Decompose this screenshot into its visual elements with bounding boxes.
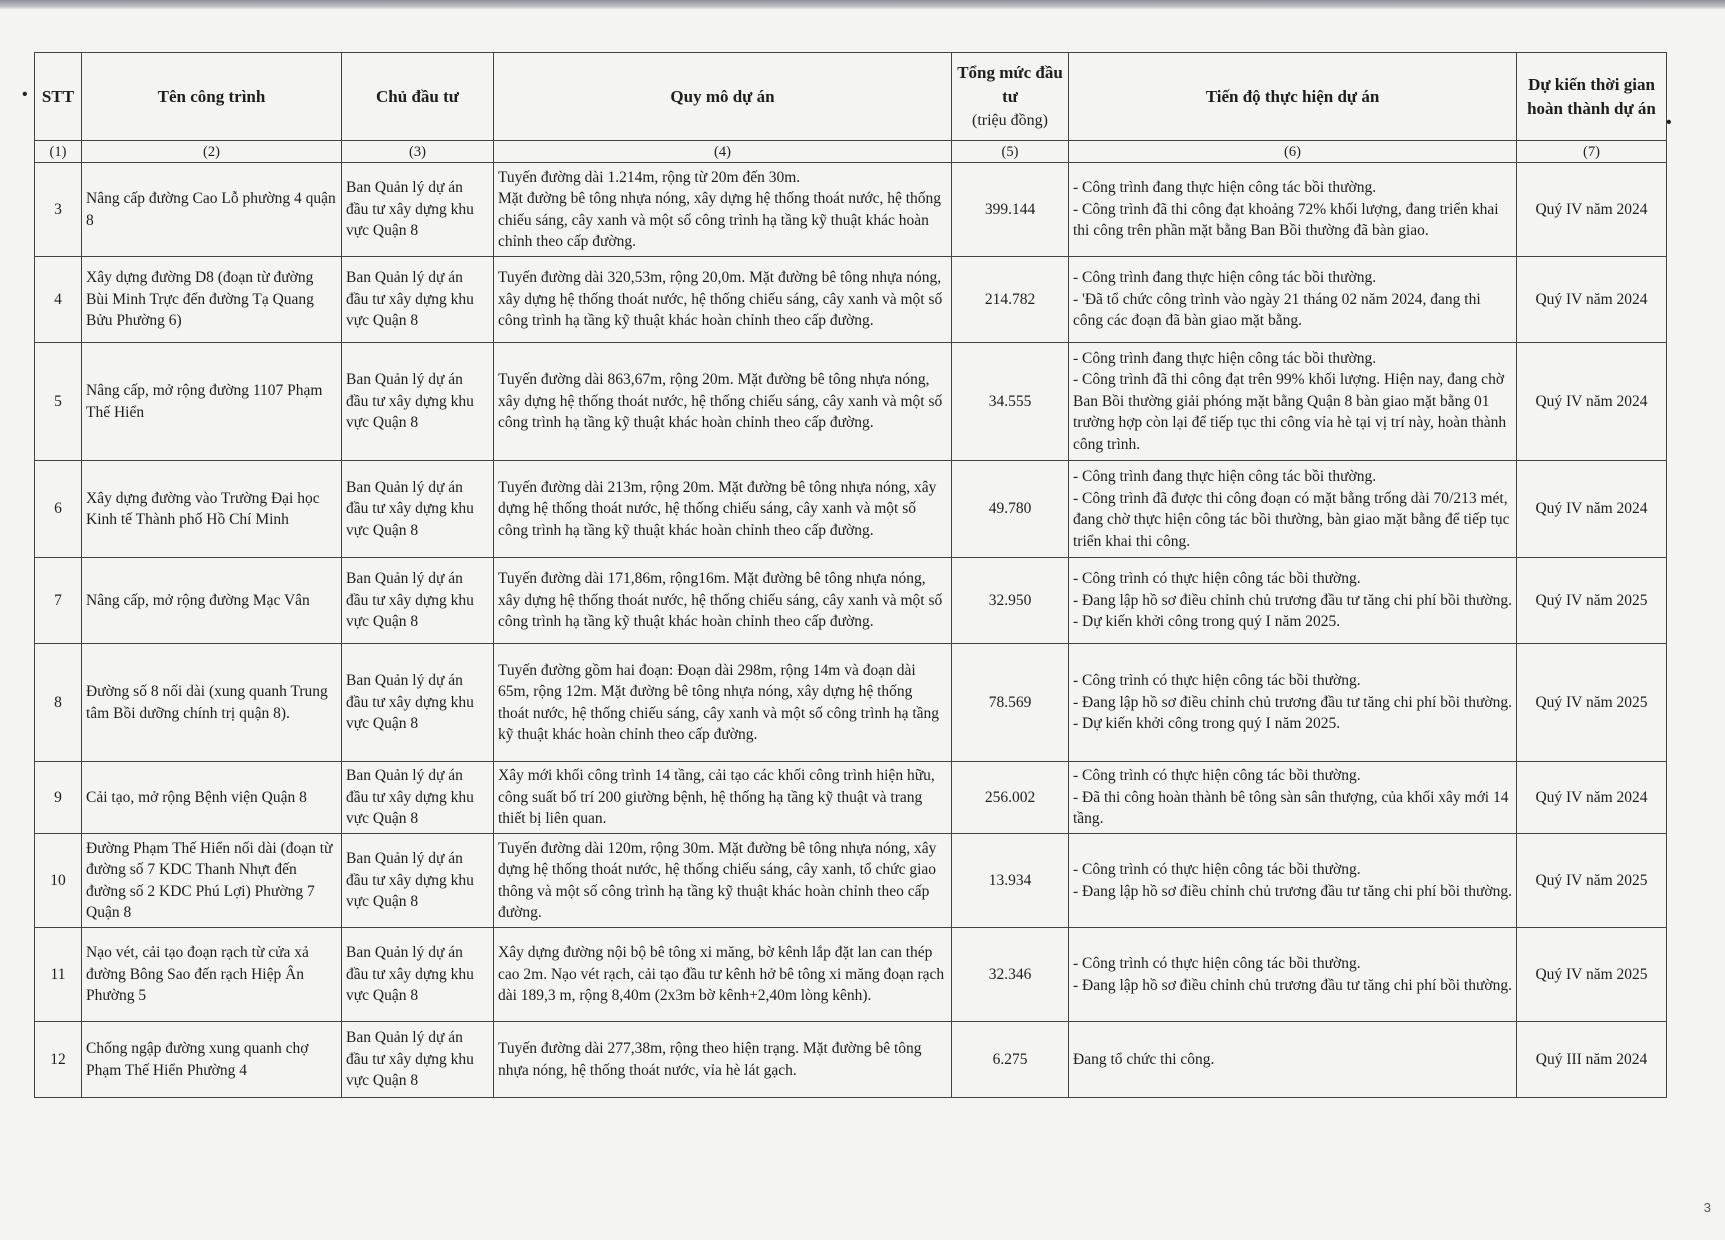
progress-line: - Công trình đã được thi công đoạn có mặt bằng trống dài 70/213 mét, đang chờ thực hiện công tác bồi thường, bàn giao mặt bằng để tiếp tục triển khai thi công. <box>1073 489 1510 550</box>
row-scale <box>494 163 952 257</box>
document-page <box>34 52 1666 1098</box>
row-progress <box>1069 762 1517 834</box>
scale-line: Tuyến đường dài 277,38m, rộng theo hiện trạng. Mặt đường bê tông nhựa nóng, hệ thống thoát nước, vỉa hè lát gạch. <box>498 1040 922 1079</box>
table-body <box>35 163 1667 1098</box>
table-row <box>35 257 1667 343</box>
row-investor: Ban Quản lý dự án đầu tư xây dựng khu vực Quận 8 <box>342 343 494 461</box>
progress-line: - Dự kiến khởi công trong quý I năm 2025. <box>1073 715 1341 733</box>
row-progress <box>1069 163 1517 257</box>
table-row <box>35 928 1667 1022</box>
row-completion: Quý IV năm 2025 <box>1517 644 1667 762</box>
row-total-investment: 399.144 <box>952 163 1069 257</box>
row-scale <box>494 558 952 644</box>
table-header-row <box>35 53 1667 141</box>
scale-line: Tuyến đường dài 120m, rộng 30m. Mặt đường bê tông nhựa nóng, xây dựng hệ thống thoát nước, hệ thống chiếu sáng, cây xanh, tổ chức giao thông và một số công trình hạ tầng kỹ thuật khác hoàn chỉnh theo cấp đường. <box>498 839 937 921</box>
row-scale <box>494 762 952 834</box>
row-scale <box>494 834 952 928</box>
row-progress <box>1069 1022 1517 1098</box>
header-total-investment <box>952 53 1069 141</box>
table-row <box>35 558 1667 644</box>
row-completion: Quý IV năm 2024 <box>1517 461 1667 558</box>
row-total-investment: 32.346 <box>952 928 1069 1022</box>
header-total-investment-label: Tổng mức đầu tư <box>957 62 1063 106</box>
row-total-investment: 13.934 <box>952 834 1069 928</box>
row-total-investment: 49.780 <box>952 461 1069 558</box>
header-stt: STT <box>35 53 82 141</box>
column-number: (3) <box>342 141 494 163</box>
row-progress <box>1069 558 1517 644</box>
row-stt: 12 <box>35 1022 82 1098</box>
row-total-investment: 78.569 <box>952 644 1069 762</box>
scale-line: Tuyến đường gồm hai đoạn: Đoạn dài 298m, rộng 14m và đoạn dài 65m, rộng 12m. Mặt đường bê tông nhựa nóng, xây dựng hệ thống thoát nước, hệ thống chiếu sáng, cây xanh và một số công trình hạ tầng kỹ thuật khác hoàn chỉnh theo cấp đường. <box>498 661 940 743</box>
progress-line: - Công trình đang thực hiện công tác bồi thường. <box>1073 269 1377 287</box>
row-project-name: Nâng cấp, mở rộng đường Mạc Vân <box>82 558 342 644</box>
row-scale <box>494 257 952 343</box>
scale-line: Mặt đường bê tông nhựa nóng, xây dựng hệ thống thoát nước, hệ thống chiếu sáng, cây xanh và một số công trình hạ tầng kỹ thuật khác hoàn chỉnh theo cấp đường. <box>498 190 942 250</box>
row-investor: Ban Quản lý dự án đầu tư xây dựng khu vực Quận 8 <box>342 1022 494 1098</box>
progress-line: - Công trình đã thi công đạt trên 99% khối lượng. Hiện nay, đang chờ Ban Bồi thường giải phóng mặt bằng Quận 8 bàn giao mặt bằng 01 trường hợp còn lại để tiếp tục thi công vỉa hè tại vị trí này, hoàn thành công trình. <box>1073 371 1507 453</box>
progress-line: - Công trình đang thực hiện công tác bồi thường. <box>1073 179 1377 197</box>
scan-dot-mark: • <box>1666 114 1672 131</box>
row-total-investment: 34.555 <box>952 343 1069 461</box>
row-total-investment: 214.782 <box>952 257 1069 343</box>
progress-line: - Công trình có thực hiện công tác bồi thường. <box>1073 570 1361 588</box>
row-investor: Ban Quản lý dự án đầu tư xây dựng khu vực Quận 8 <box>342 461 494 558</box>
row-scale <box>494 644 952 762</box>
row-completion: Quý IV năm 2025 <box>1517 558 1667 644</box>
header-total-investment-unit: (triệu đồng) <box>972 111 1048 129</box>
progress-line: - Công trình có thực hiện công tác bồi thường. <box>1073 955 1361 972</box>
row-scale <box>494 1022 952 1098</box>
row-project-name: Cải tạo, mở rộng Bệnh viện Quận 8 <box>82 762 342 834</box>
row-progress <box>1069 257 1517 343</box>
row-stt: 6 <box>35 461 82 558</box>
row-progress <box>1069 928 1517 1022</box>
progress-line: - 'Đã tổ chức công trình vào ngày 21 tháng 02 năm 2024, đang thi công các đoạn đã bàn giao mặt bằng. <box>1073 290 1481 330</box>
header-scale: Quy mô dự án <box>494 53 952 141</box>
row-completion: Quý III năm 2024 <box>1517 1022 1667 1098</box>
header-investor: Chủ đầu tư <box>342 53 494 141</box>
column-number: (6) <box>1069 141 1517 163</box>
table-row <box>35 834 1667 928</box>
row-completion: Quý IV năm 2024 <box>1517 762 1667 834</box>
row-stt: 11 <box>35 928 82 1022</box>
row-scale <box>494 928 952 1022</box>
row-project-name: Đường số 8 nối dài (xung quanh Trung tâm Bồi dưỡng chính trị quận 8). <box>82 644 342 762</box>
row-project-name: Nâng cấp, mở rộng đường 1107 Phạm Thế Hiển <box>82 343 342 461</box>
scale-line: Xây mới khối công trình 14 tầng, cải tạo các khối công trình hiện hữu, công suất bố trí 200 giường bệnh, hệ thống hạ tầng kỹ thuật và trang thiết bị liên quan. <box>498 767 935 828</box>
progress-line: - Công trình đang thực hiện công tác bồi thường. <box>1073 468 1377 485</box>
row-stt: 8 <box>35 644 82 762</box>
progress-line: - Công trình đang thực hiện công tác bồi thường. <box>1073 349 1377 367</box>
row-completion: Quý IV năm 2024 <box>1517 257 1667 343</box>
table-row <box>35 343 1667 461</box>
scale-line: Tuyến đường dài 213m, rộng 20m. Mặt đường bê tông nhựa nóng, xây dựng hệ thống thoát nước, hệ thống chiếu sáng, cây xanh và một số công trình hạ tầng kỹ thuật khác hoàn chỉnh theo cấp đường. <box>498 478 937 539</box>
row-investor: Ban Quản lý dự án đầu tư xây dựng khu vực Quận 8 <box>342 257 494 343</box>
progress-line: - Công trình đã thi công đạt khoảng 72% khối lượng, đang triển khai thi công trên phần mặt bằng Ban Bồi thường đã bàn giao. <box>1073 200 1499 240</box>
progress-line: - Công trình có thực hiện công tác bồi thường. <box>1073 767 1361 785</box>
progress-line: - Đã thi công hoàn thành bê tông sàn sân thượng, của khối xây mới 14 tầng. <box>1073 788 1509 828</box>
column-number: (4) <box>494 141 952 163</box>
row-total-investment: 256.002 <box>952 762 1069 834</box>
scale-line: Tuyến đường dài 1.214m, rộng từ 20m đến 30m. <box>498 168 801 186</box>
row-project-name: Nạo vét, cải tạo đoạn rạch từ cửa xả đường Bông Sao đến rạch Hiệp Ân Phường 5 <box>82 928 342 1022</box>
row-completion: Quý IV năm 2025 <box>1517 834 1667 928</box>
table-row <box>35 1022 1667 1098</box>
table-row <box>35 644 1667 762</box>
row-investor: Ban Quản lý dự án đầu tư xây dựng khu vực Quận 8 <box>342 644 494 762</box>
row-completion: Quý IV năm 2024 <box>1517 343 1667 461</box>
column-number: (2) <box>82 141 342 163</box>
row-completion: Quý IV năm 2025 <box>1517 928 1667 1022</box>
row-stt: 10 <box>35 834 82 928</box>
header-completion: Dự kiến thời gian hoàn thành dự án <box>1517 53 1667 141</box>
row-progress <box>1069 644 1517 762</box>
row-stt: 7 <box>35 558 82 644</box>
column-number: (7) <box>1517 141 1667 163</box>
row-completion: Quý IV năm 2024 <box>1517 163 1667 257</box>
progress-line: - Đang lập hồ sơ điều chỉnh chủ trương đầu tư tăng chi phí bồi thường. <box>1073 882 1512 900</box>
progress-line: - Đang lập hồ sơ điều chỉnh chủ trương đầu tư tăng chi phí bồi thường. <box>1073 693 1512 711</box>
row-project-name: Chống ngập đường xung quanh chợ Phạm Thế Hiển Phường 4 <box>82 1022 342 1098</box>
progress-line: Đang tổ chức thi công. <box>1073 1050 1215 1068</box>
scale-line: Tuyến đường dài 320,53m, rộng 20,0m. Mặt đường bê tông nhựa nóng, xây dựng hệ thống thoát nước, hệ thống chiếu sáng, cây xanh và một số công trình hạ tầng kỹ thuật khác hoàn chỉnh theo cấp đường. <box>498 269 943 330</box>
row-investor: Ban Quản lý dự án đầu tư xây dựng khu vực Quận 8 <box>342 558 494 644</box>
row-stt: 5 <box>35 343 82 461</box>
row-investor: Ban Quản lý dự án đầu tư xây dựng khu vực Quận 8 <box>342 163 494 257</box>
table-row <box>35 762 1667 834</box>
page-number: 3 <box>1703 1200 1711 1215</box>
column-number: (5) <box>952 141 1069 163</box>
row-stt: 4 <box>35 257 82 343</box>
table-row <box>35 461 1667 558</box>
project-table <box>34 52 1667 1098</box>
row-project-name: Nâng cấp đường Cao Lỗ phường 4 quận 8 <box>82 163 342 257</box>
progress-line: - Đang lập hồ sơ điều chỉnh chủ trương đầu tư tăng chi phí bồi thường. <box>1073 591 1512 609</box>
row-project-name: Xây dựng đường vào Trường Đại học Kinh tế Thành phố Hồ Chí Minh <box>82 461 342 558</box>
row-progress <box>1069 461 1517 558</box>
header-progress: Tiến độ thực hiện dự án <box>1069 53 1517 141</box>
row-investor: Ban Quản lý dự án đầu tư xây dựng khu vực Quận 8 <box>342 762 494 834</box>
header-project-name: Tên công trình <box>82 53 342 141</box>
row-progress <box>1069 343 1517 461</box>
progress-line: - Công trình có thực hiện công tác bồi thường. <box>1073 861 1361 878</box>
row-scale <box>494 343 952 461</box>
scale-line: Xây dựng đường nội bộ bê tông xi măng, bờ kênh lắp đặt lan can thép cao 2m. Nạo vét rạch, cải tạo đầu tư kênh hở bê tông xi măng đoạn rạch dài 189,3 m, rộng 8,40m (2x3m bờ kênh+2,40m lòng kênh). <box>498 944 945 1005</box>
scan-dot-mark: • <box>22 86 28 103</box>
row-scale <box>494 461 952 558</box>
scale-line: Tuyến đường dài 863,67m, rộng 20m. Mặt đường bê tông nhựa nóng, xây dựng hệ thống thoát nước, hệ thống chiếu sáng, cây xanh và một số công trình hạ tầng kỹ thuật khác hoàn chỉnh theo cấp đường. <box>498 371 943 432</box>
row-progress <box>1069 834 1517 928</box>
progress-line: - Công trình có thực hiện công tác bồi thường. <box>1073 672 1361 690</box>
column-number: (1) <box>35 141 82 163</box>
scale-line: Tuyến đường dài 171,86m, rộng16m. Mặt đường bê tông nhựa nóng, xây dựng hệ thống thoát nước, hệ thống chiếu sáng, cây xanh và một số công trình hạ tầng kỹ thuật khác hoàn chỉnh theo cấp đường. <box>498 570 943 631</box>
row-total-investment: 6.275 <box>952 1022 1069 1098</box>
row-total-investment: 32.950 <box>952 558 1069 644</box>
table-row <box>35 163 1667 257</box>
row-investor: Ban Quản lý dự án đầu tư xây dựng khu vực Quận 8 <box>342 834 494 928</box>
progress-line: - Dự kiến khởi công trong quý I năm 2025. <box>1073 613 1341 631</box>
row-project-name: Xây dựng đường D8 (đoạn từ đường Bùi Minh Trực đến đường Tạ Quang Bửu Phường 6) <box>82 257 342 343</box>
row-stt: 9 <box>35 762 82 834</box>
scan-top-edge <box>0 0 1725 10</box>
progress-line: - Đang lập hồ sơ điều chỉnh chủ trương đầu tư tăng chi phí bồi thường. <box>1073 976 1512 994</box>
row-project-name: Đường Phạm Thế Hiển nối dài (đoạn từ đường số 7 KDC Thanh Nhựt đến đường số 2 KDC Phú Lợi) Phường 7 Quận 8 <box>82 834 342 928</box>
column-number-row <box>35 141 1667 163</box>
row-stt: 3 <box>35 163 82 257</box>
row-investor: Ban Quản lý dự án đầu tư xây dựng khu vực Quận 8 <box>342 928 494 1022</box>
